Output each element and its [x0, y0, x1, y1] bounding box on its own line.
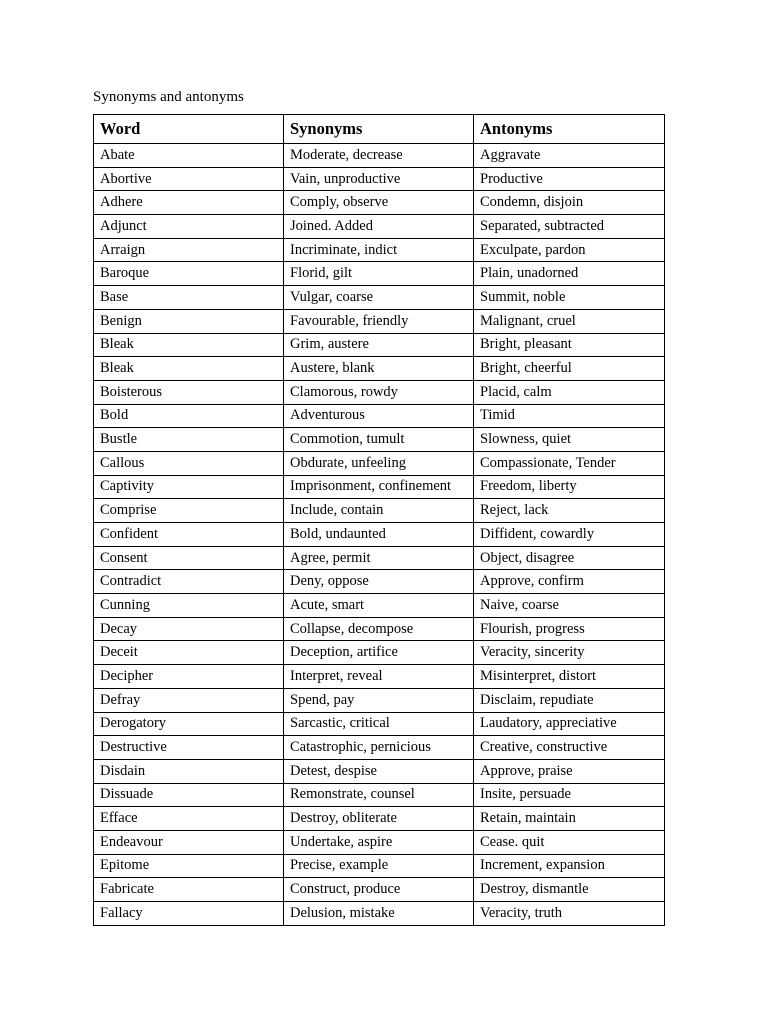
cell-synonyms: Incriminate, indict [284, 238, 474, 262]
cell-synonyms: Undertake, aspire [284, 830, 474, 854]
table-row [94, 451, 665, 475]
table-row [94, 380, 665, 404]
cell-synonyms: Include, contain [284, 499, 474, 523]
cell-antonyms: Cease. quit [474, 830, 665, 854]
cell-antonyms: Placid, calm [474, 380, 665, 404]
cell-synonyms: Precise, example [284, 854, 474, 878]
cell-word: Deceit [94, 641, 284, 665]
cell-antonyms: Flourish, progress [474, 617, 665, 641]
cell-word: Benign [94, 309, 284, 333]
cell-antonyms: Creative, constructive [474, 736, 665, 760]
cell-word: Fabricate [94, 878, 284, 902]
cell-word: Adjunct [94, 215, 284, 239]
cell-antonyms: Aggravate [474, 144, 665, 168]
cell-word: Abortive [94, 167, 284, 191]
cell-synonyms: Interpret, reveal [284, 665, 474, 689]
cell-word: Adhere [94, 191, 284, 215]
table-row [94, 262, 665, 286]
cell-antonyms: Diffident, cowardly [474, 523, 665, 547]
cell-antonyms: Bright, pleasant [474, 333, 665, 357]
cell-antonyms: Destroy, dismantle [474, 878, 665, 902]
table-row [94, 167, 665, 191]
cell-antonyms: Timid [474, 404, 665, 428]
table-row [94, 286, 665, 310]
table-row [94, 238, 665, 262]
table-row [94, 191, 665, 215]
cell-synonyms: Moderate, decrease [284, 144, 474, 168]
cell-antonyms: Approve, praise [474, 759, 665, 783]
cell-synonyms: Adventurous [284, 404, 474, 428]
cell-word: Consent [94, 546, 284, 570]
cell-word: Destructive [94, 736, 284, 760]
cell-antonyms: Increment, expansion [474, 854, 665, 878]
cell-synonyms: Vulgar, coarse [284, 286, 474, 310]
cell-antonyms: Plain, unadorned [474, 262, 665, 286]
cell-word: Baroque [94, 262, 284, 286]
cell-antonyms: Bright, cheerful [474, 357, 665, 381]
cell-synonyms: Favourable, friendly [284, 309, 474, 333]
cell-antonyms: Freedom, liberty [474, 475, 665, 499]
cell-synonyms: Catastrophic, pernicious [284, 736, 474, 760]
cell-word: Boisterous [94, 380, 284, 404]
table-row [94, 144, 665, 168]
table-row [94, 807, 665, 831]
cell-word: Bleak [94, 333, 284, 357]
cell-word: Decay [94, 617, 284, 641]
cell-synonyms: Agree, permit [284, 546, 474, 570]
cell-word: Cunning [94, 594, 284, 618]
table-row [94, 688, 665, 712]
cell-word: Arraign [94, 238, 284, 262]
cell-synonyms: Imprisonment, confinement [284, 475, 474, 499]
table-row [94, 523, 665, 547]
column-header-word: Word [94, 115, 284, 144]
table-row [94, 712, 665, 736]
table-row [94, 878, 665, 902]
table-row [94, 570, 665, 594]
cell-word: Bleak [94, 357, 284, 381]
cell-antonyms: Exculpate, pardon [474, 238, 665, 262]
cell-word: Efface [94, 807, 284, 831]
cell-synonyms: Commotion, tumult [284, 428, 474, 452]
column-header-synonyms: Synonyms [284, 115, 474, 144]
cell-antonyms: Approve, confirm [474, 570, 665, 594]
cell-antonyms: Reject, lack [474, 499, 665, 523]
table-body [94, 144, 665, 926]
cell-synonyms: Acute, smart [284, 594, 474, 618]
cell-word: Contradict [94, 570, 284, 594]
cell-word: Dissuade [94, 783, 284, 807]
cell-synonyms: Obdurate, unfeeling [284, 451, 474, 475]
cell-antonyms: Malignant, cruel [474, 309, 665, 333]
table-row [94, 309, 665, 333]
table-row [94, 594, 665, 618]
cell-word: Bustle [94, 428, 284, 452]
cell-synonyms: Construct, produce [284, 878, 474, 902]
cell-word: Derogatory [94, 712, 284, 736]
cell-word: Endeavour [94, 830, 284, 854]
cell-antonyms: Naive, coarse [474, 594, 665, 618]
cell-antonyms: Retain, maintain [474, 807, 665, 831]
cell-antonyms: Misinterpret, distort [474, 665, 665, 689]
cell-antonyms: Slowness, quiet [474, 428, 665, 452]
cell-synonyms: Remonstrate, counsel [284, 783, 474, 807]
cell-synonyms: Joined. Added [284, 215, 474, 239]
cell-word: Bold [94, 404, 284, 428]
cell-word: Epitome [94, 854, 284, 878]
cell-synonyms: Deception, artifice [284, 641, 474, 665]
cell-word: Confident [94, 523, 284, 547]
column-header-antonyms: Antonyms [474, 115, 665, 144]
table-row [94, 475, 665, 499]
cell-word: Decipher [94, 665, 284, 689]
cell-synonyms: Collapse, decompose [284, 617, 474, 641]
page-title: Synonyms and antonyms [93, 89, 244, 105]
cell-antonyms: Veracity, truth [474, 902, 665, 926]
table-row [94, 736, 665, 760]
cell-synonyms: Comply, observe [284, 191, 474, 215]
cell-synonyms: Vain, unproductive [284, 167, 474, 191]
cell-synonyms: Delusion, mistake [284, 902, 474, 926]
cell-word: Callous [94, 451, 284, 475]
cell-antonyms: Summit, noble [474, 286, 665, 310]
table-row [94, 830, 665, 854]
cell-antonyms: Separated, subtracted [474, 215, 665, 239]
cell-synonyms: Grim, austere [284, 333, 474, 357]
table-row [94, 665, 665, 689]
table-row [94, 783, 665, 807]
cell-synonyms: Sarcastic, critical [284, 712, 474, 736]
table-row [94, 546, 665, 570]
table-header-row [94, 115, 665, 144]
cell-word: Captivity [94, 475, 284, 499]
table-row [94, 357, 665, 381]
cell-antonyms: Productive [474, 167, 665, 191]
cell-synonyms: Deny, oppose [284, 570, 474, 594]
cell-antonyms: Disclaim, repudiate [474, 688, 665, 712]
table-row [94, 617, 665, 641]
cell-word: Abate [94, 144, 284, 168]
cell-synonyms: Florid, gilt [284, 262, 474, 286]
cell-antonyms: Insite, persuade [474, 783, 665, 807]
cell-antonyms: Laudatory, appreciative [474, 712, 665, 736]
cell-synonyms: Austere, blank [284, 357, 474, 381]
cell-word: Fallacy [94, 902, 284, 926]
table-row [94, 854, 665, 878]
cell-word: Comprise [94, 499, 284, 523]
table-row [94, 759, 665, 783]
cell-synonyms: Spend, pay [284, 688, 474, 712]
table-row [94, 333, 665, 357]
table-row [94, 404, 665, 428]
table-row [94, 641, 665, 665]
cell-word: Base [94, 286, 284, 310]
cell-antonyms: Condemn, disjoin [474, 191, 665, 215]
cell-synonyms: Destroy, obliterate [284, 807, 474, 831]
cell-synonyms: Detest, despise [284, 759, 474, 783]
table-row [94, 902, 665, 926]
cell-word: Defray [94, 688, 284, 712]
table-row [94, 499, 665, 523]
cell-synonyms: Bold, undaunted [284, 523, 474, 547]
cell-antonyms: Compassionate, Tender [474, 451, 665, 475]
table-row [94, 215, 665, 239]
table-row [94, 428, 665, 452]
cell-synonyms: Clamorous, rowdy [284, 380, 474, 404]
synonyms-antonyms-table [93, 114, 665, 926]
cell-word: Disdain [94, 759, 284, 783]
cell-antonyms: Object, disagree [474, 546, 665, 570]
cell-antonyms: Veracity, sincerity [474, 641, 665, 665]
